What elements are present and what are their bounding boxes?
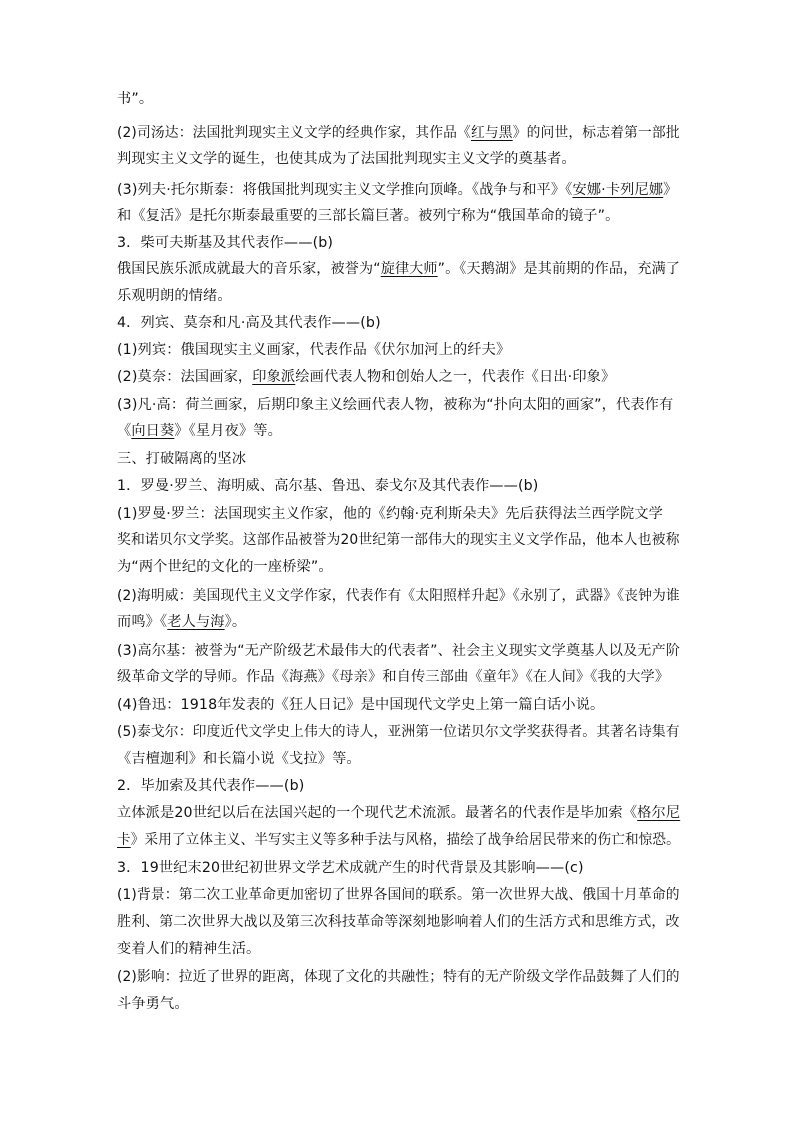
section-heading: 1．罗曼·罗兰、海明威、高尔基、鲁迅、泰戈尔及其代表作——(b)	[117, 478, 539, 494]
section-heading: 4．列宾、莫奈和凡·高及其代表作——(b)	[117, 315, 381, 331]
underlined-term: 印象派	[252, 369, 296, 385]
text-line: (2)司汤达：法国批判现实主义文学的经典作家，其作品《红与黑》的问世，标志着第一部批	[117, 125, 680, 141]
text-line: 奖和诺贝尔文学奖。这部作品被誉为20世纪第一部伟大的现实主义文学作品，他本人也被称	[117, 532, 680, 548]
text-line: (2)影响：拉近了世界的距离，体现了文化的共融性；特有的无产阶级文学作品鼓舞了人们的	[117, 969, 680, 985]
text-line: 卡》采用了立体主义、半写实主义等多种手法与风格，描绘了战争给居民带来的伤亡和惊恐。	[117, 832, 680, 848]
text-line: (4)鲁迅：1918年发表的《狂人日记》是中国现代文学史上第一篇白话小说。	[117, 697, 605, 713]
underlined-term: 旋律大师	[380, 261, 438, 277]
text-line: 和《复活》是托尔斯泰最重要的三部长篇巨著。被列宁称为“俄国革命的镜子”。	[117, 208, 620, 224]
text-line: 乐观明朗的情绪。	[117, 288, 232, 304]
text-line: 《向日葵》《星月夜》等。	[117, 423, 282, 439]
text-line: 胜利、第二次世界大战以及第三次科技革命等深刻地影响着人们的生活方式和思维方式，改	[117, 914, 680, 930]
text-line: 判现实主义文学的诞生，也使其成为了法国批判现实主义文学的奠基者。	[117, 151, 576, 167]
text-line: 为“两个世纪的文化的一座桥梁”。	[117, 559, 333, 575]
text-line: (1)罗曼·罗兰：法国现实主义作家，他的《约翰·克利斯朵夫》先后获得法兰西学院文学	[117, 506, 664, 522]
text-line: (1)列宾：俄国现实主义画家，代表作品《伏尔加河上的纤夫》	[117, 342, 511, 358]
text-line: 而鸣》《老人与海》。	[117, 614, 247, 630]
text-line: 书”。	[117, 91, 154, 107]
text-line: (2)海明威：美国现代主义文学作家，代表作有《太阳照样升起》《永别了，武器》《丧钟为谁	[117, 588, 680, 604]
text-line: 斗争勇气。	[117, 996, 189, 1012]
text-line: (3)列夫·托尔斯泰：将俄国批判现实主义文学推向顶峰。《战争与和平》《安娜·卡列尼娜》	[117, 182, 678, 198]
underlined-term: 红与黑	[470, 125, 513, 141]
underlined-term: 安娜·卡列尼娜	[572, 182, 664, 198]
text-line: (2)莫奈：法国画家，印象派绘画代表人物和创始人之一，代表作《日出·印象》	[117, 369, 616, 385]
section-heading: 3．19世纪末20世纪初世界文学艺术成就产生的时代背景及其影响——(c)	[117, 860, 584, 876]
underlined-term: 老人与海	[167, 614, 225, 630]
section-heading: 2．毕加索及其代表作——(b)	[117, 778, 305, 794]
text-line: (1)背景：第二次工业革命更加密切了世界各国间的联系。第一次世界大战、俄国十月革命的	[117, 887, 680, 903]
text-line: (3)高尔基：被誉为“无产阶级艺术最伟大的代表者”、社会主义现实文学奠基人以及无产阶	[117, 643, 681, 659]
underlined-term: 格尔尼	[637, 805, 681, 821]
text-line: 级革命文学的导师。作品《海燕》《母亲》和自传三部曲《童年》《在人间》《我的大学》	[117, 669, 670, 685]
underlined-term: 向日葵	[131, 423, 175, 439]
section-heading: 3．柴可夫斯基及其代表作——(b)	[117, 235, 334, 251]
text-line: (3)凡·高：荷兰画家，后期印象主义绘画代表人物，被称为“扑向太阳的画家”，代表作有	[117, 397, 674, 413]
section-heading: 三、打破隔离的坚冰	[117, 451, 247, 467]
text-line: (5)泰戈尔：印度近代文学史上伟大的诗人，亚洲第一位诺贝尔文学奖获得者。其著名诗集有	[117, 724, 680, 740]
underlined-term: 卡	[117, 832, 131, 848]
text-line: 《吉檀迦利》和长篇小说《戈拉》等。	[117, 751, 361, 767]
text-line: 俄国民族乐派成就最大的音乐家，被誉为“旋律大师”。《天鹅湖》是其前期的作品，充满了	[117, 261, 681, 277]
text-line: 变着人们的精神生活。	[117, 941, 261, 957]
text-line: 立体派是20世纪以后在法国兴起的一个现代艺术流派。最著名的代表作是毕加索《格尔尼	[117, 805, 681, 821]
